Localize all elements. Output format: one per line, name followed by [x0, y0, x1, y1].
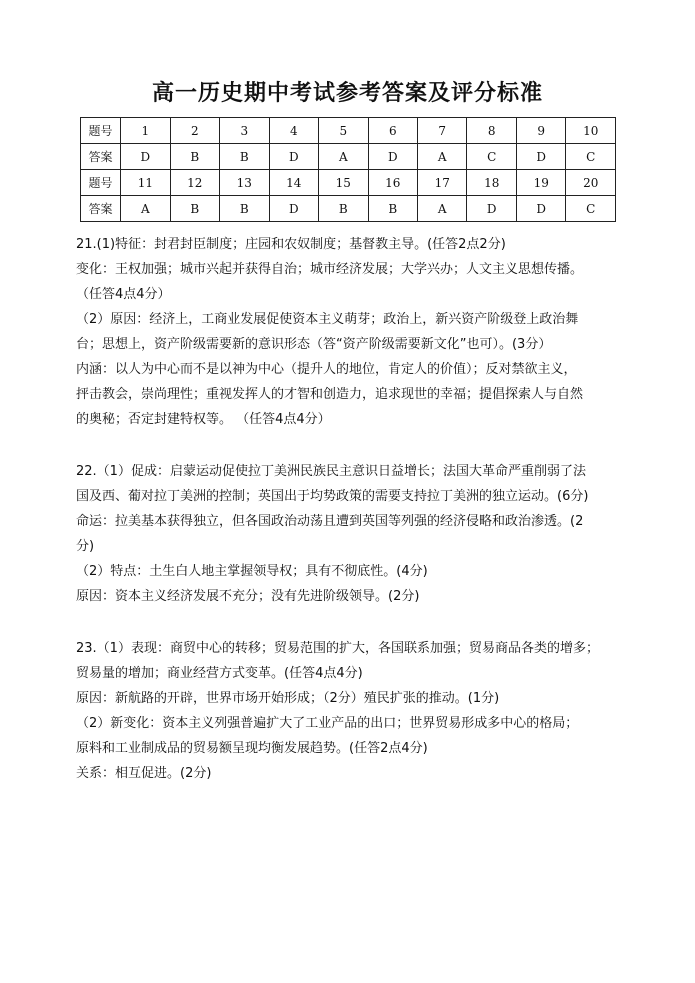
text-line: 原因：新航路的开辟，世界市场开始形成；（2分）殖民扩张的推动。(1分) [76, 691, 500, 706]
question-22-section [76, 459, 622, 609]
text-line: （2）新变化：资本主义列强普遍扩大了工业产品的出口；世界贸易形成多中心的格局； [76, 716, 579, 731]
table-cell: A [418, 144, 467, 170]
table-cell: A [319, 144, 368, 170]
table-cell: B [220, 144, 269, 170]
text-line: 22.（1）促成：启蒙运动促使拉丁美洲民族民主意识日益增长；法国大革命严重削弱了法 [76, 464, 586, 479]
table-cell: 17 [418, 170, 467, 196]
table-cell: A [418, 196, 467, 222]
table-cell: D [269, 144, 318, 170]
table-cell: D [121, 144, 170, 170]
table-cell: 12 [170, 170, 219, 196]
text-line: 内涵：以人为中心而不是以神为中心（提升人的地位，肯定人的价值）；反对禁欲主义， [76, 362, 577, 377]
text-line: 命运：拉美基本获得独立，但各国政治动荡且遭到英国等列强的经济侵略和政治渗透。(2 [76, 514, 584, 529]
text-line: 23.（1）表现：商贸中心的转移；贸易范围的扩大，各国联系加强；贸易商品各类的增多； [76, 641, 599, 656]
text-line: 国及西、葡对拉丁美洲的控制；英国出于均势政策的需要支持拉丁美洲的独立运动。(6分) [76, 489, 589, 504]
text-line: 关系：相互促进。(2分) [76, 766, 212, 781]
text-line: 变化：王权加强；城市兴起并获得自治；城市经济发展；大学兴办；人文主义思想传播。 [76, 262, 584, 277]
row-header-cell: 题号 [81, 170, 121, 196]
text-line: 分) [76, 539, 95, 554]
table-cell: 2 [170, 118, 219, 144]
table-cell: C [566, 144, 616, 170]
table-cell: D [368, 144, 417, 170]
row-header-cell: 答案 [81, 196, 121, 222]
text-line: 的奥秘；否定封建特权等。 （任答4点4分） [76, 412, 331, 427]
table-cell: 9 [516, 118, 565, 144]
table-cell: B [170, 144, 219, 170]
row-header-cell: 题号 [81, 118, 121, 144]
table-cell: 8 [467, 118, 516, 144]
answer-table-row [81, 196, 616, 222]
table-cell: 4 [269, 118, 318, 144]
answer-table [80, 117, 616, 222]
table-cell: 3 [220, 118, 269, 144]
text-line: 21.(1)特征：封君封臣制度；庄园和农奴制度；基督教主导。(任答2点2分) [76, 237, 506, 252]
table-cell: D [516, 196, 565, 222]
table-cell: 7 [418, 118, 467, 144]
table-cell: 11 [121, 170, 170, 196]
table-cell: C [467, 144, 516, 170]
table-cell: C [566, 196, 616, 222]
text-line: 台；思想上，资产阶级需要新的意识形态（答“资产阶级需要新文化”也可）。(3分） [76, 337, 552, 352]
table-cell: B [319, 196, 368, 222]
table-cell: D [516, 144, 565, 170]
text-line: 原因：资本主义经济发展不充分；没有先进阶级领导。(2分) [76, 589, 420, 604]
table-cell: B [368, 196, 417, 222]
table-cell: D [269, 196, 318, 222]
text-line: （2）原因：经济上，工商业发展促使资本主义萌芽；政治上，新兴资产阶级登上政治舞 [76, 312, 579, 327]
table-cell: D [467, 196, 516, 222]
spacer [76, 609, 622, 636]
table-cell: 1 [121, 118, 170, 144]
table-cell: 20 [566, 170, 616, 196]
table-cell: 6 [368, 118, 417, 144]
answer-table-row [81, 144, 616, 170]
answer-table-row [81, 118, 616, 144]
table-cell: B [220, 196, 269, 222]
text-line: 贸易量的增加；商业经营方式变革。(任答4点4分) [76, 666, 363, 681]
table-cell: 14 [269, 170, 318, 196]
table-cell: 15 [319, 170, 368, 196]
answer-content [76, 232, 622, 786]
text-line: 原料和工业制成品的贸易额呈现均衡发展趋势。(任答2点4分) [76, 741, 428, 756]
text-line: （2）特点：土生白人地主掌握领导权；具有不彻底性。(4分) [76, 564, 428, 579]
text-line: 抨击教会，崇尚理性；重视发挥人的才智和创造力，追求现世的幸福；提倡探索人与自然 [76, 387, 584, 402]
table-cell: 18 [467, 170, 516, 196]
question-23-section [76, 636, 622, 786]
table-cell: 16 [368, 170, 417, 196]
table-cell: 10 [566, 118, 616, 144]
question-21-section [76, 232, 622, 432]
table-cell: A [121, 196, 170, 222]
page-title: 高一历史期中考试参考答案及评分标准 [151, 81, 543, 106]
table-cell: 13 [220, 170, 269, 196]
answer-table-row [81, 170, 616, 196]
row-header-cell: 答案 [81, 144, 121, 170]
spacer [76, 432, 622, 459]
table-cell: 5 [319, 118, 368, 144]
table-cell: 19 [516, 170, 565, 196]
text-line: （任答4点4分） [76, 287, 171, 302]
table-cell: B [170, 196, 219, 222]
